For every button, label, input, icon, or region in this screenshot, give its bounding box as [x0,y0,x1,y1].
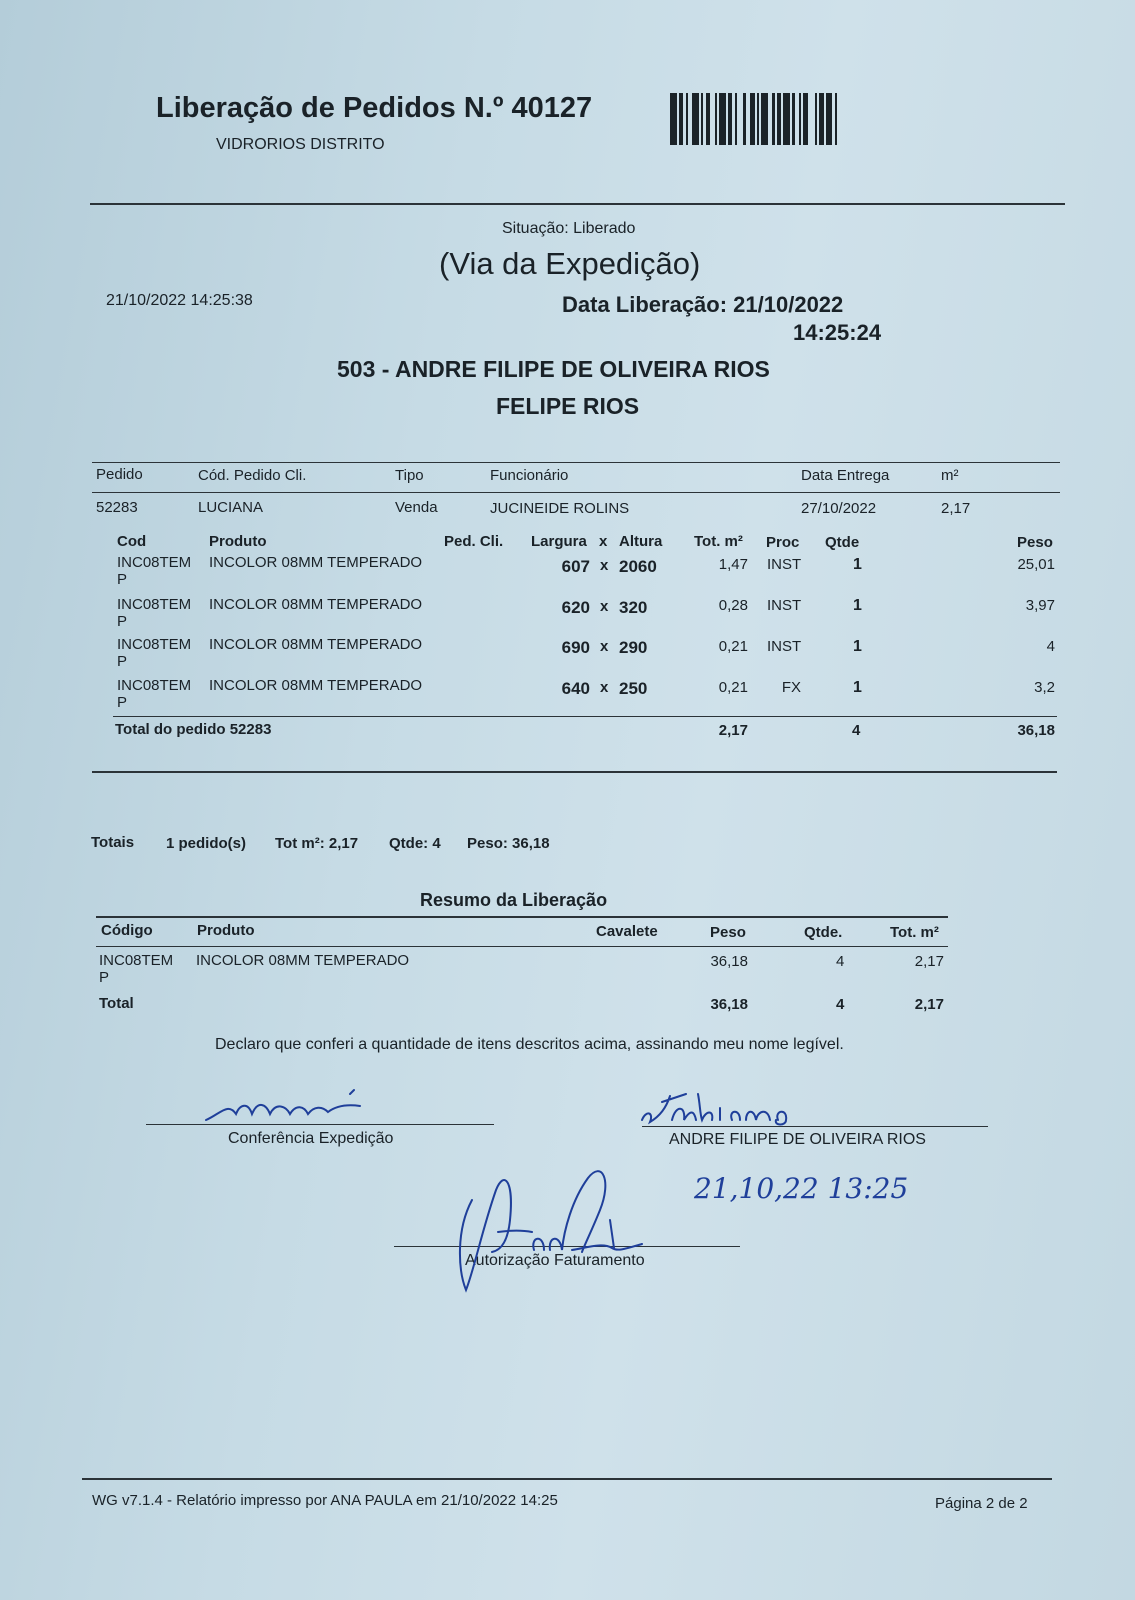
totals-m2: Tot m²: 2,17 [275,835,359,852]
col-tipo: Tipo [395,467,424,484]
customer-alias: FELIPE RIOS [496,393,640,419]
col-largura: Largura [531,533,587,550]
signature-label-faturamento: Autorização Faturamento [465,1252,645,1269]
col-cod: Cod [117,533,147,550]
release-date: Data Liberação: 21/10/2022 [562,292,844,317]
order-total-label: Total do pedido 52283 [115,721,272,738]
row-proc: FX [781,679,801,696]
order-pedido: 52283 [96,499,138,516]
row-x: x [600,679,609,696]
summary-row-cod-cont: P [99,969,110,986]
row-x: x [600,638,609,655]
row-cod-cont: P [117,571,128,588]
row-cod-cont: P [117,613,128,630]
printed-timestamp: 21/10/2022 14:25:38 [106,292,253,309]
col-produto: Produto [209,533,267,550]
summary-total-label: Total [99,995,134,1012]
footer-print-info: WG v7.1.4 - Relatório impresso por ANA PAULA em 21/10/2022 14:25 [92,1492,558,1509]
company-name: VIDRORIOS DISTRITO [216,136,385,153]
summary-col-produto: Produto [197,922,255,939]
row-cod: INC08TEM [117,596,192,613]
summary-col-qtde: Qtde. [804,924,843,941]
order-total-peso: 36,18 [1017,722,1055,739]
col-proc: Proc [766,534,800,551]
summary-col-tot-m2: Tot. m² [890,924,939,941]
col-altura: Altura [619,533,663,550]
row-cod: INC08TEM [117,677,192,694]
row-qtde: 1 [853,556,862,573]
col-cod-pedido-cli: Cód. Pedido Cli. [198,467,307,484]
signature-scribble-expedicao [200,1084,390,1128]
row-tot-m2: 0,28 [718,597,748,614]
summary-col-cavalete: Cavalete [596,923,658,940]
order-funcionario: JUCINEIDE ROLINS [490,500,630,517]
summary-total-qtde: 4 [836,996,845,1013]
row-peso: 3,2 [1034,679,1055,696]
summary-row-tot-m2: 2,17 [914,953,944,970]
signature-scribble-faturamento [452,1160,672,1300]
order-end-rule [92,771,1057,773]
summary-row-qtde: 4 [836,953,845,970]
items-total-rule [113,716,1057,717]
col-pedido: Pedido [96,466,143,483]
summary-col-peso: Peso [710,924,746,941]
row-produto: INCOLOR 08MM TEMPERADO [209,554,423,571]
row-cod: INC08TEM [117,636,192,653]
row-tot-m2: 0,21 [718,679,748,696]
row-altura: 320 [619,598,648,617]
col-x: x [599,533,608,550]
row-proc: INST [767,638,802,655]
copy-label: (Via da Expedição) [439,246,701,281]
summary-title: Resumo da Liberação [420,890,608,910]
row-proc: INST [767,597,802,614]
totals-label: Totais [91,834,135,851]
row-qtde: 1 [853,597,862,614]
totals-pedidos: 1 pedido(s) [166,835,247,852]
row-produto: INCOLOR 08MM TEMPERADO [209,677,423,694]
order-top-rule [92,462,1060,463]
row-altura: 250 [619,679,648,698]
col-data-entrega: Data Entrega [801,467,890,484]
order-tipo: Venda [395,499,438,516]
order-data-entrega: 27/10/2022 [801,500,877,517]
row-produto: INCOLOR 08MM TEMPERADO [209,636,423,653]
row-peso: 25,01 [1017,556,1055,573]
order-cod-pedido-cli: LUCIANA [198,499,264,516]
row-x: x [600,557,609,574]
footer-rule [82,1478,1052,1480]
header-divider [90,203,1065,205]
situation-text: Situação: Liberado [502,220,636,237]
declaration-text: Declaro que conferi a quantidade de itens descritos acima, assinando meu nome legível. [215,1036,844,1053]
customer-line: 503 - ANDRE FILIPE DE OLIVEIRA RIOS [337,356,770,382]
row-qtde: 1 [853,679,862,696]
col-tot-m2: Tot. m² [694,533,743,550]
summary-total-peso: 36,18 [710,996,748,1013]
summary-header-rule [96,946,948,947]
row-cod: INC08TEM [117,554,192,571]
order-total-m2: 2,17 [718,722,748,739]
totals-qtde: Qtde: 4 [389,835,441,852]
signature-label-expedicao: Conferência Expedição [228,1130,394,1147]
row-proc: INST [767,556,802,573]
col-funcionario: Funcionário [490,467,569,484]
row-largura: 640 [561,679,590,698]
summary-row-peso: 36,18 [710,953,748,970]
row-x: x [600,598,609,615]
handwritten-date: 21,10,22 13:25 [694,1172,909,1205]
order-m2: 2,17 [941,500,971,517]
summary-total-tot-m2: 2,17 [914,996,944,1013]
row-produto: INCOLOR 08MM TEMPERADO [209,596,423,613]
row-largura: 607 [561,557,590,576]
summary-row-produto: INCOLOR 08MM TEMPERADO [196,952,410,969]
row-tot-m2: 1,47 [718,556,748,573]
row-largura: 690 [561,638,590,657]
row-altura: 2060 [619,557,657,576]
summary-col-codigo: Código [101,922,153,939]
row-tot-m2: 0,21 [718,638,748,655]
signature-label-customer: ANDRE FILIPE DE OLIVEIRA RIOS [669,1131,926,1148]
order-total-qtde: 4 [852,722,861,739]
col-m2: m² [941,467,959,484]
summary-row-cod: INC08TEM [99,952,174,969]
summary-top-rule [96,916,948,918]
document-title: Liberação de Pedidos N.º 40127 [156,92,593,124]
signature-scribble-customer [636,1080,826,1130]
row-peso: 4 [1046,638,1055,655]
col-qtde: Qtde [825,534,860,551]
release-time: 14:25:24 [793,320,882,345]
order-header-rule [92,492,1060,493]
row-qtde: 1 [853,638,862,655]
row-cod-cont: P [117,653,128,670]
row-cod-cont: P [117,694,128,711]
totals-peso: Peso: 36,18 [467,835,550,852]
row-largura: 620 [561,598,590,617]
footer-page-number: Página 2 de 2 [935,1495,1028,1512]
row-peso: 3,97 [1025,597,1055,614]
col-peso: Peso [1017,534,1053,551]
row-altura: 290 [619,638,648,657]
barcode [670,93,842,145]
col-ped-cli: Ped. Cli. [444,533,504,550]
